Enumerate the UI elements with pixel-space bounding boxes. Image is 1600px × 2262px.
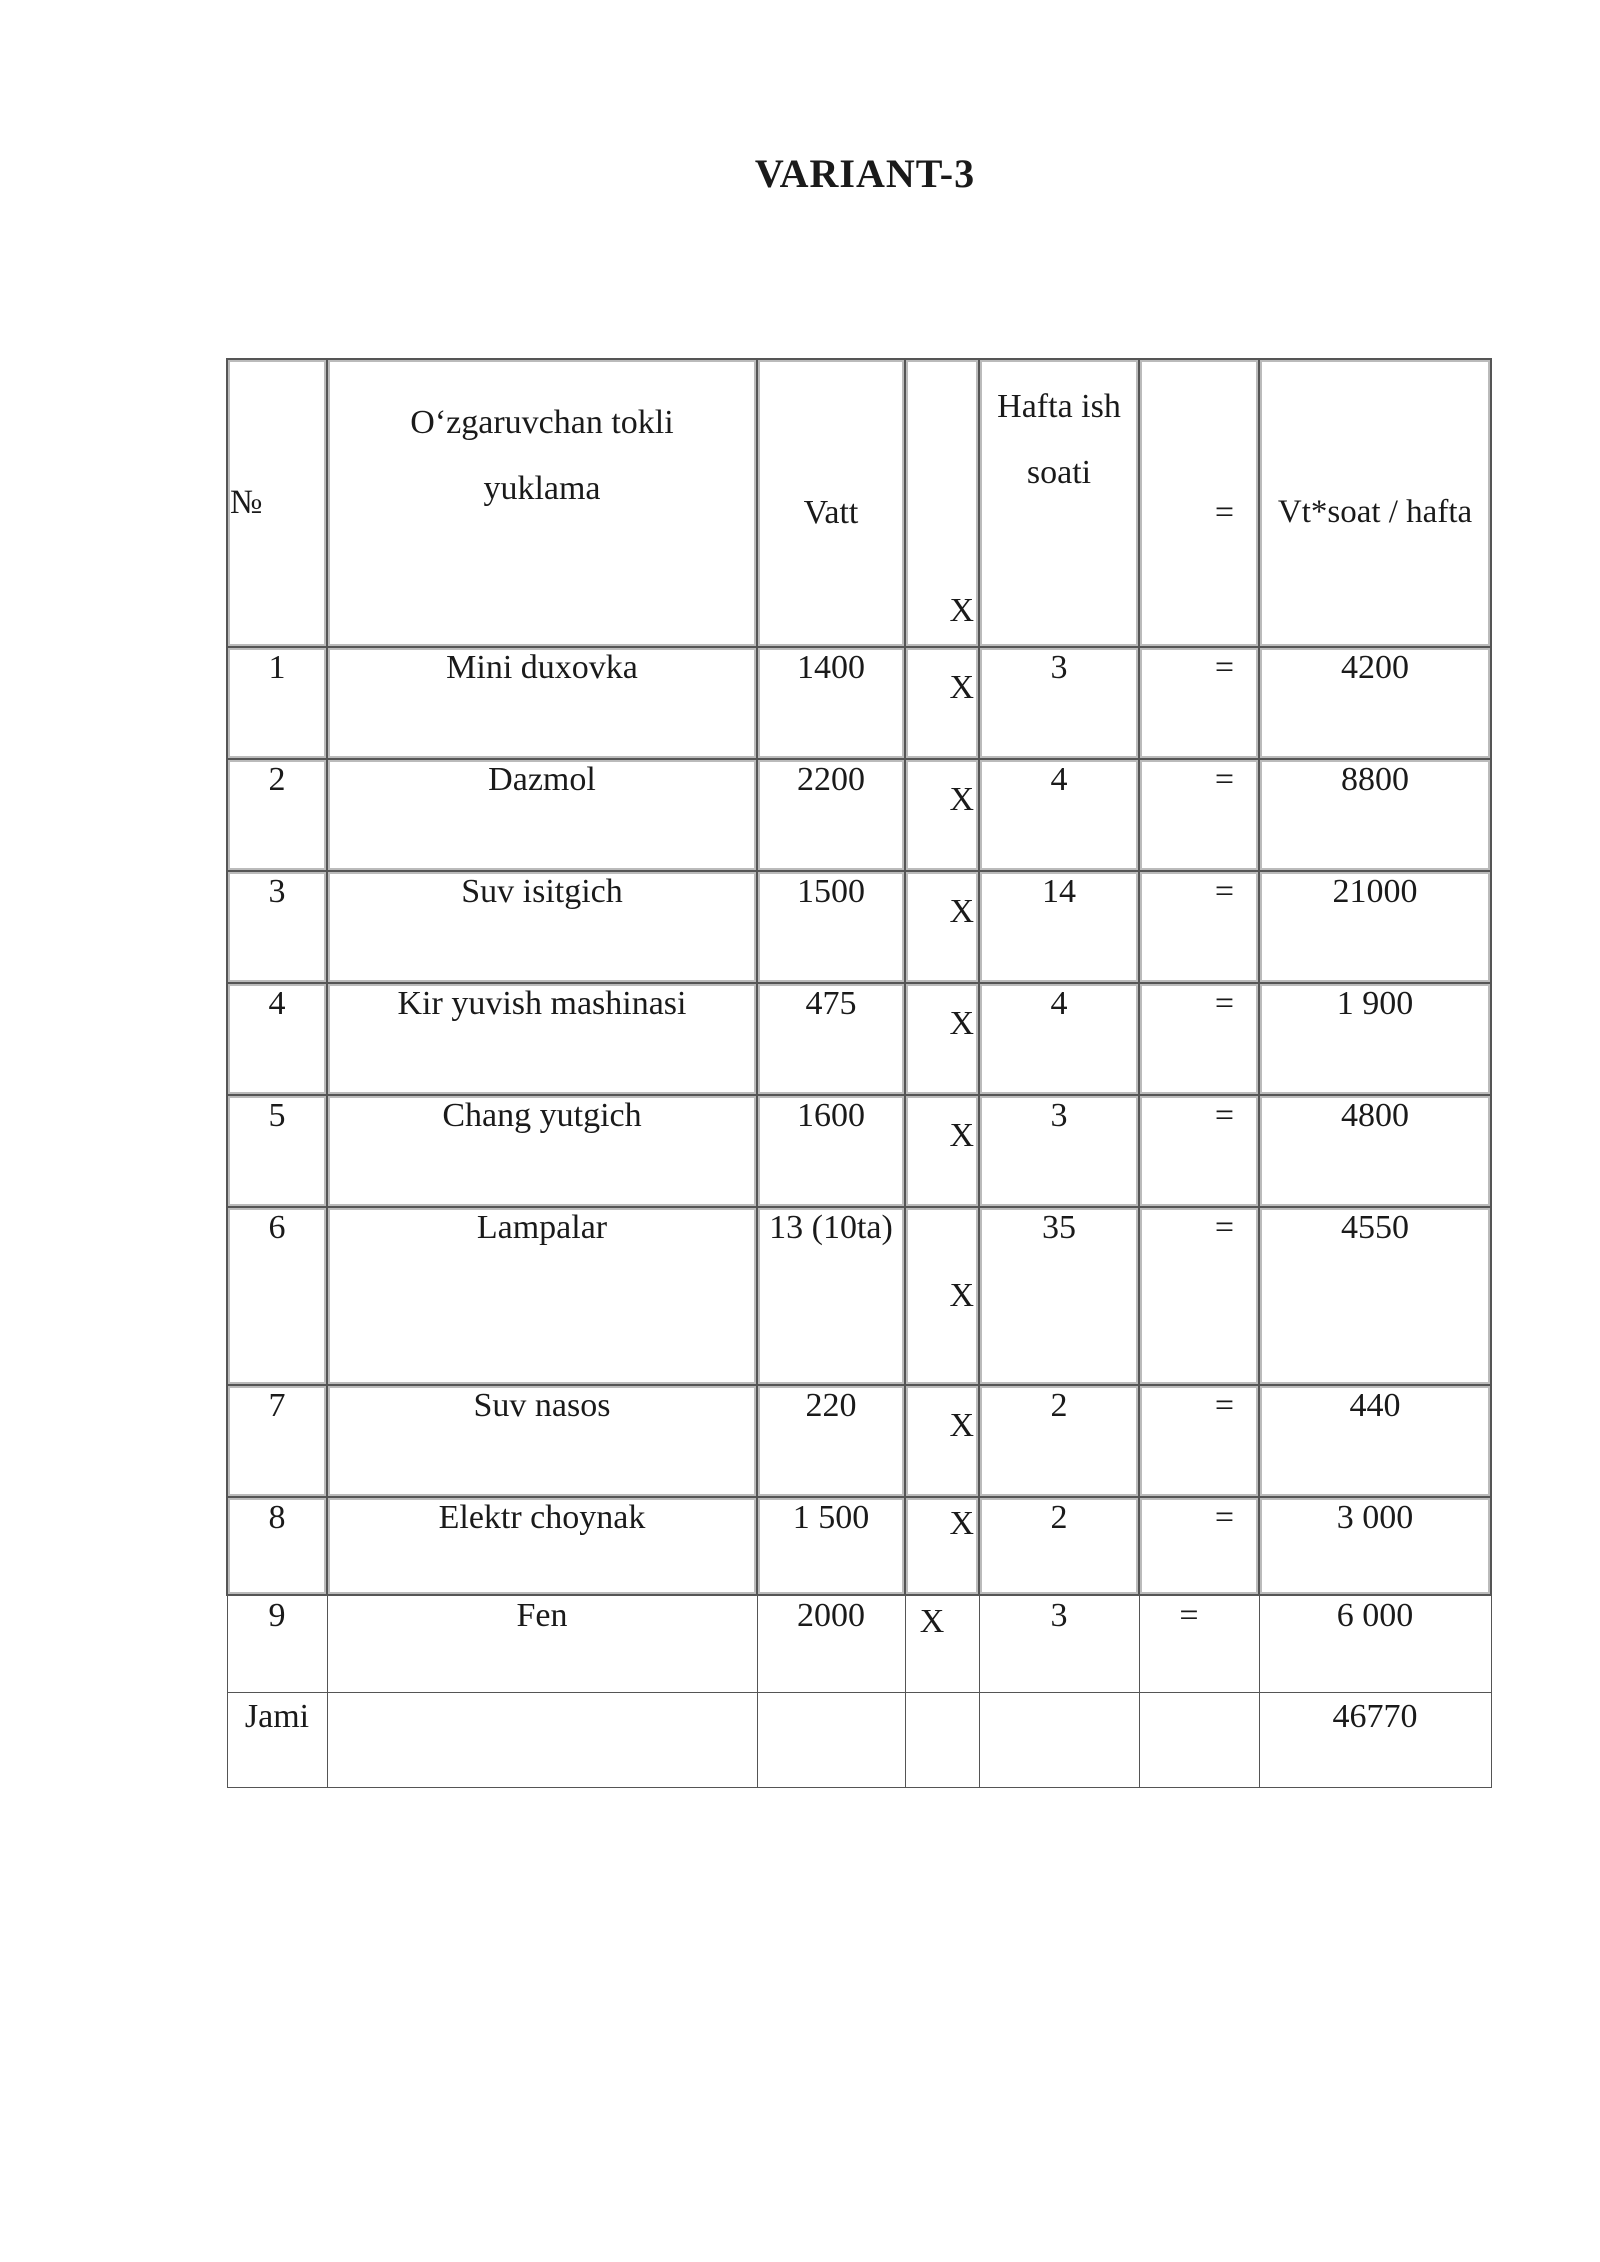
cell-times: X xyxy=(905,1497,979,1595)
header-load-name-line1: O‘zgaruvchan tokli xyxy=(410,404,674,441)
table-total-row xyxy=(227,1693,1491,1788)
cell-result: 440 xyxy=(1259,1385,1491,1497)
cell-no: 7 xyxy=(227,1385,327,1497)
cell-vatt: 13 (10ta) xyxy=(757,1207,905,1385)
cell-hours: 3 xyxy=(979,1595,1139,1693)
cell-times: X xyxy=(905,1207,979,1385)
table-row xyxy=(227,871,1491,983)
cell-name: Chang yutgich xyxy=(327,1095,757,1207)
cell-equals: = xyxy=(1139,1207,1259,1385)
cell-times: X xyxy=(905,647,979,759)
cell-equals: = xyxy=(1139,1595,1259,1693)
cell-hours: 2 xyxy=(979,1497,1139,1595)
cell-result: 6 000 xyxy=(1259,1595,1491,1693)
cell-equals: = xyxy=(1139,1385,1259,1497)
cell-times: X xyxy=(905,1095,979,1207)
cell-result: 4200 xyxy=(1259,647,1491,759)
cell-equals: = xyxy=(1139,983,1259,1095)
cell-times: X xyxy=(905,759,979,871)
cell-no: 5 xyxy=(227,1095,327,1207)
cell-no: 2 xyxy=(227,759,327,871)
cell-name: Elektr choynak xyxy=(327,1497,757,1595)
cell-result: 3 000 xyxy=(1259,1497,1491,1595)
cell-name: Fen xyxy=(327,1595,757,1693)
cell-no: 8 xyxy=(227,1497,327,1595)
page-title: VARIANT-3 xyxy=(754,151,976,196)
header-weekly-hours-line1: Hafta ish xyxy=(997,388,1121,425)
cell-result: 4800 xyxy=(1259,1095,1491,1207)
cell-times: X xyxy=(905,1385,979,1497)
total-empty-times xyxy=(905,1693,979,1788)
cell-times: X xyxy=(905,1595,979,1693)
header-result: Vt*soat / hafta xyxy=(1259,359,1491,647)
table-row xyxy=(227,1095,1491,1207)
cell-equals: = xyxy=(1139,759,1259,871)
header-load-name xyxy=(327,359,757,647)
cell-hours: 35 xyxy=(979,1207,1139,1385)
total-result: 46770 xyxy=(1259,1693,1491,1788)
table-row xyxy=(227,983,1491,1095)
table-row xyxy=(227,647,1491,759)
header-load-name-line2: yuklama xyxy=(483,470,601,507)
cell-hours: 2 xyxy=(979,1385,1139,1497)
cell-vatt: 475 xyxy=(757,983,905,1095)
cell-no: 9 xyxy=(227,1595,327,1693)
header-equals: = xyxy=(1139,359,1259,647)
cell-result: 4550 xyxy=(1259,1207,1491,1385)
table-row xyxy=(227,1207,1491,1385)
cell-vatt: 2000 xyxy=(757,1595,905,1693)
total-empty-equals xyxy=(1139,1693,1259,1788)
cell-name: Dazmol xyxy=(327,759,757,871)
cell-no: 1 xyxy=(227,647,327,759)
load-table xyxy=(226,358,1492,1788)
cell-no: 3 xyxy=(227,871,327,983)
cell-name: Mini duxovka xyxy=(327,647,757,759)
total-empty-hours xyxy=(979,1693,1139,1788)
cell-vatt: 1500 xyxy=(757,871,905,983)
cell-vatt: 1600 xyxy=(757,1095,905,1207)
header-times: X xyxy=(905,359,979,647)
cell-name: Lampalar xyxy=(327,1207,757,1385)
table-row xyxy=(227,1497,1491,1595)
cell-equals: = xyxy=(1139,1095,1259,1207)
cell-vatt: 2200 xyxy=(757,759,905,871)
cell-vatt: 220 xyxy=(757,1385,905,1497)
header-vatt: Vatt xyxy=(757,359,905,647)
cell-hours: 3 xyxy=(979,1095,1139,1207)
cell-name: Kir yuvish mashinasi xyxy=(327,983,757,1095)
cell-times: X xyxy=(905,983,979,1095)
total-empty-vatt xyxy=(757,1693,905,1788)
cell-vatt: 1 500 xyxy=(757,1497,905,1595)
cell-result: 8800 xyxy=(1259,759,1491,871)
cell-equals: = xyxy=(1139,1497,1259,1595)
cell-hours: 14 xyxy=(979,871,1139,983)
cell-hours: 4 xyxy=(979,759,1139,871)
total-label: Jami xyxy=(227,1693,327,1788)
table-row xyxy=(227,1385,1491,1497)
cell-no: 6 xyxy=(227,1207,327,1385)
table-row xyxy=(227,1595,1491,1693)
cell-times: X xyxy=(905,871,979,983)
cell-result: 21000 xyxy=(1259,871,1491,983)
header-weekly-hours-line2: soati xyxy=(1026,454,1092,491)
cell-vatt: 1400 xyxy=(757,647,905,759)
cell-result: 1 900 xyxy=(1259,983,1491,1095)
cell-no: 4 xyxy=(227,983,327,1095)
cell-name: Suv isitgich xyxy=(327,871,757,983)
cell-equals: = xyxy=(1139,871,1259,983)
cell-equals: = xyxy=(1139,647,1259,759)
header-no: № xyxy=(227,359,327,647)
total-empty-name xyxy=(327,1693,757,1788)
cell-hours: 4 xyxy=(979,983,1139,1095)
table-header-row xyxy=(227,359,1491,647)
cell-hours: 3 xyxy=(979,647,1139,759)
cell-name: Suv nasos xyxy=(327,1385,757,1497)
table-row xyxy=(227,759,1491,871)
header-weekly-hours xyxy=(979,359,1139,647)
